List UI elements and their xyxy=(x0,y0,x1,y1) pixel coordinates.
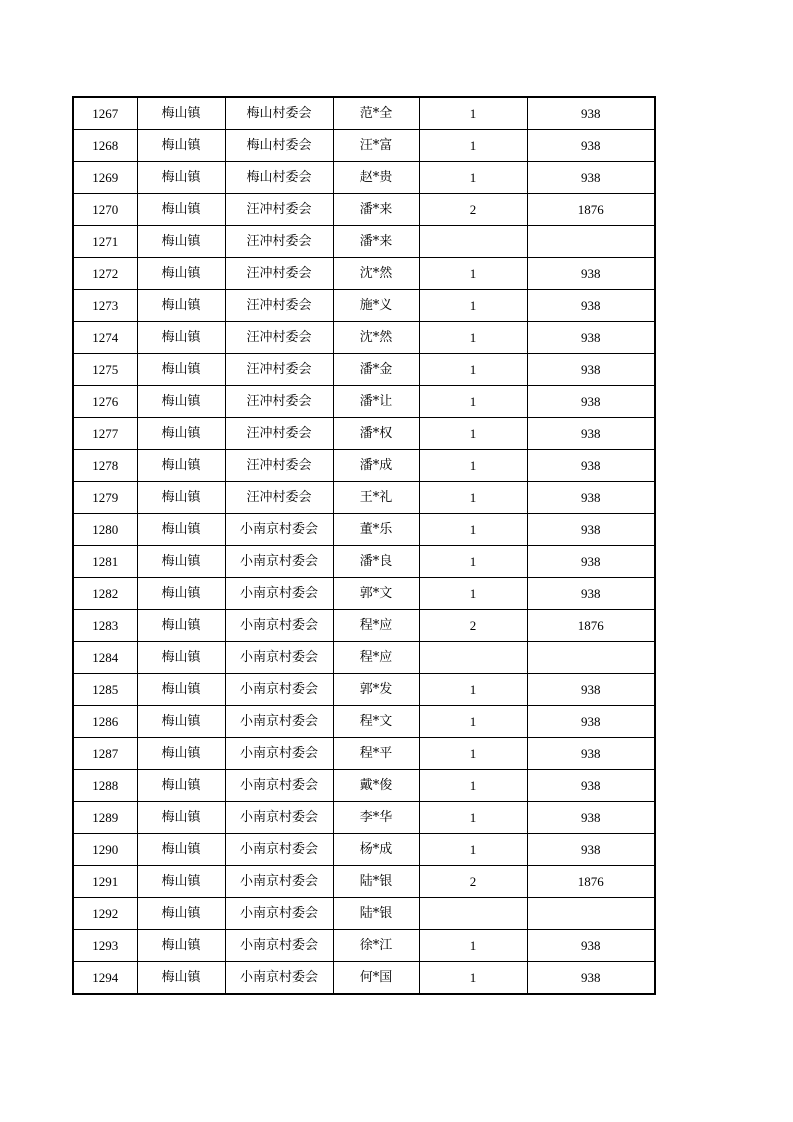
town-cell: 梅山镇 xyxy=(137,802,225,834)
table-row xyxy=(73,130,655,162)
town-cell: 梅山镇 xyxy=(137,962,225,995)
town-cell: 梅山镇 xyxy=(137,770,225,802)
table-row xyxy=(73,834,655,866)
village-committee-cell: 汪冲村委会 xyxy=(225,194,333,226)
village-committee-cell: 汪冲村委会 xyxy=(225,290,333,322)
name-cell: 董*乐 xyxy=(333,514,419,546)
amount-cell: 938 xyxy=(527,97,655,130)
row-number-cell: 1270 xyxy=(73,194,137,226)
row-number-cell: 1277 xyxy=(73,418,137,450)
amount-cell: 938 xyxy=(527,802,655,834)
town-cell: 梅山镇 xyxy=(137,258,225,290)
name-cell: 赵*贵 xyxy=(333,162,419,194)
amount-cell: 1876 xyxy=(527,610,655,642)
row-number-cell: 1287 xyxy=(73,738,137,770)
count-cell: 2 xyxy=(419,610,527,642)
village-committee-cell: 小南京村委会 xyxy=(225,770,333,802)
table-row xyxy=(73,386,655,418)
name-cell: 杨*成 xyxy=(333,834,419,866)
amount-cell: 1876 xyxy=(527,866,655,898)
amount-cell xyxy=(527,898,655,930)
table-row xyxy=(73,418,655,450)
name-cell: 潘*权 xyxy=(333,418,419,450)
row-number-cell: 1291 xyxy=(73,866,137,898)
town-cell: 梅山镇 xyxy=(137,226,225,258)
table-row xyxy=(73,162,655,194)
name-cell: 戴*俊 xyxy=(333,770,419,802)
table-row xyxy=(73,226,655,258)
village-committee-cell: 汪冲村委会 xyxy=(225,322,333,354)
amount-cell xyxy=(527,642,655,674)
table-row xyxy=(73,258,655,290)
village-committee-cell: 小南京村委会 xyxy=(225,962,333,995)
town-cell: 梅山镇 xyxy=(137,386,225,418)
amount-cell: 938 xyxy=(527,322,655,354)
village-committee-cell: 汪冲村委会 xyxy=(225,386,333,418)
town-cell: 梅山镇 xyxy=(137,834,225,866)
row-number-cell: 1268 xyxy=(73,130,137,162)
town-cell: 梅山镇 xyxy=(137,898,225,930)
count-cell: 1 xyxy=(419,130,527,162)
amount-cell: 938 xyxy=(527,578,655,610)
town-cell: 梅山镇 xyxy=(137,610,225,642)
village-committee-cell: 小南京村委会 xyxy=(225,546,333,578)
amount-cell: 938 xyxy=(527,386,655,418)
name-cell: 潘*让 xyxy=(333,386,419,418)
town-cell: 梅山镇 xyxy=(137,642,225,674)
amount-cell xyxy=(527,226,655,258)
row-number-cell: 1288 xyxy=(73,770,137,802)
village-committee-cell: 小南京村委会 xyxy=(225,930,333,962)
name-cell: 潘*来 xyxy=(333,226,419,258)
amount-cell: 938 xyxy=(527,354,655,386)
name-cell: 郭*文 xyxy=(333,578,419,610)
count-cell: 1 xyxy=(419,162,527,194)
amount-cell: 938 xyxy=(527,834,655,866)
row-number-cell: 1294 xyxy=(73,962,137,995)
town-cell: 梅山镇 xyxy=(137,194,225,226)
table-row xyxy=(73,482,655,514)
name-cell: 范*全 xyxy=(333,97,419,130)
table-row xyxy=(73,674,655,706)
amount-cell: 938 xyxy=(527,482,655,514)
town-cell: 梅山镇 xyxy=(137,322,225,354)
amount-cell: 938 xyxy=(527,706,655,738)
row-number-cell: 1289 xyxy=(73,802,137,834)
row-number-cell: 1271 xyxy=(73,226,137,258)
amount-cell: 938 xyxy=(527,770,655,802)
name-cell: 程*文 xyxy=(333,706,419,738)
amount-cell: 938 xyxy=(527,546,655,578)
table-row xyxy=(73,610,655,642)
name-cell: 陆*银 xyxy=(333,898,419,930)
row-number-cell: 1293 xyxy=(73,930,137,962)
count-cell xyxy=(419,642,527,674)
village-committee-cell: 小南京村委会 xyxy=(225,898,333,930)
row-number-cell: 1286 xyxy=(73,706,137,738)
name-cell: 程*应 xyxy=(333,642,419,674)
name-cell: 潘*来 xyxy=(333,194,419,226)
table-row xyxy=(73,322,655,354)
row-number-cell: 1283 xyxy=(73,610,137,642)
village-committee-cell: 小南京村委会 xyxy=(225,514,333,546)
count-cell: 1 xyxy=(419,482,527,514)
name-cell: 汪*富 xyxy=(333,130,419,162)
table-row xyxy=(73,450,655,482)
town-cell: 梅山镇 xyxy=(137,450,225,482)
count-cell xyxy=(419,898,527,930)
name-cell: 陆*银 xyxy=(333,866,419,898)
table-row xyxy=(73,930,655,962)
village-committee-cell: 小南京村委会 xyxy=(225,834,333,866)
name-cell: 潘*成 xyxy=(333,450,419,482)
row-number-cell: 1282 xyxy=(73,578,137,610)
row-number-cell: 1280 xyxy=(73,514,137,546)
amount-cell: 938 xyxy=(527,962,655,995)
row-number-cell: 1269 xyxy=(73,162,137,194)
name-cell: 程*应 xyxy=(333,610,419,642)
row-number-cell: 1276 xyxy=(73,386,137,418)
count-cell: 1 xyxy=(419,962,527,995)
village-committee-cell: 汪冲村委会 xyxy=(225,450,333,482)
table-row xyxy=(73,738,655,770)
table-row xyxy=(73,770,655,802)
name-cell: 潘*良 xyxy=(333,546,419,578)
count-cell: 1 xyxy=(419,258,527,290)
name-cell: 沈*然 xyxy=(333,258,419,290)
row-number-cell: 1279 xyxy=(73,482,137,514)
row-number-cell: 1284 xyxy=(73,642,137,674)
town-cell: 梅山镇 xyxy=(137,290,225,322)
count-cell: 1 xyxy=(419,834,527,866)
count-cell: 1 xyxy=(419,802,527,834)
row-number-cell: 1274 xyxy=(73,322,137,354)
village-committee-cell: 梅山村委会 xyxy=(225,97,333,130)
village-committee-cell: 梅山村委会 xyxy=(225,162,333,194)
row-number-cell: 1278 xyxy=(73,450,137,482)
town-cell: 梅山镇 xyxy=(137,738,225,770)
amount-cell: 938 xyxy=(527,930,655,962)
table-row xyxy=(73,514,655,546)
count-cell: 1 xyxy=(419,290,527,322)
count-cell: 1 xyxy=(419,930,527,962)
row-number-cell: 1267 xyxy=(73,97,137,130)
town-cell: 梅山镇 xyxy=(137,354,225,386)
name-cell: 王*礼 xyxy=(333,482,419,514)
table-row xyxy=(73,802,655,834)
count-cell: 2 xyxy=(419,194,527,226)
table-row xyxy=(73,194,655,226)
village-committee-cell: 汪冲村委会 xyxy=(225,226,333,258)
name-cell: 施*义 xyxy=(333,290,419,322)
table-row xyxy=(73,706,655,738)
count-cell: 1 xyxy=(419,97,527,130)
table-row xyxy=(73,354,655,386)
amount-cell: 938 xyxy=(527,450,655,482)
count-cell: 1 xyxy=(419,706,527,738)
town-cell: 梅山镇 xyxy=(137,162,225,194)
row-number-cell: 1273 xyxy=(73,290,137,322)
village-committee-cell: 汪冲村委会 xyxy=(225,482,333,514)
village-committee-cell: 小南京村委会 xyxy=(225,738,333,770)
count-cell: 1 xyxy=(419,738,527,770)
village-committee-cell: 小南京村委会 xyxy=(225,578,333,610)
amount-cell: 938 xyxy=(527,258,655,290)
count-cell xyxy=(419,226,527,258)
table-row xyxy=(73,97,655,130)
town-cell: 梅山镇 xyxy=(137,130,225,162)
town-cell: 梅山镇 xyxy=(137,514,225,546)
count-cell: 1 xyxy=(419,674,527,706)
amount-cell: 938 xyxy=(527,290,655,322)
amount-cell: 938 xyxy=(527,674,655,706)
name-cell: 程*平 xyxy=(333,738,419,770)
count-cell: 1 xyxy=(419,450,527,482)
village-committee-cell: 汪冲村委会 xyxy=(225,354,333,386)
count-cell: 1 xyxy=(419,546,527,578)
town-cell: 梅山镇 xyxy=(137,706,225,738)
village-committee-cell: 小南京村委会 xyxy=(225,802,333,834)
count-cell: 1 xyxy=(419,386,527,418)
table-body xyxy=(73,97,655,994)
table-row xyxy=(73,546,655,578)
town-cell: 梅山镇 xyxy=(137,578,225,610)
count-cell: 2 xyxy=(419,866,527,898)
amount-cell: 938 xyxy=(527,130,655,162)
name-cell: 潘*金 xyxy=(333,354,419,386)
village-committee-cell: 小南京村委会 xyxy=(225,610,333,642)
records-table xyxy=(72,96,656,995)
village-committee-cell: 小南京村委会 xyxy=(225,866,333,898)
name-cell: 沈*然 xyxy=(333,322,419,354)
amount-cell: 938 xyxy=(527,162,655,194)
village-committee-cell: 梅山村委会 xyxy=(225,130,333,162)
town-cell: 梅山镇 xyxy=(137,418,225,450)
village-committee-cell: 小南京村委会 xyxy=(225,642,333,674)
amount-cell: 938 xyxy=(527,738,655,770)
row-number-cell: 1275 xyxy=(73,354,137,386)
table-row xyxy=(73,578,655,610)
row-number-cell: 1272 xyxy=(73,258,137,290)
count-cell: 1 xyxy=(419,770,527,802)
village-committee-cell: 小南京村委会 xyxy=(225,674,333,706)
village-committee-cell: 汪冲村委会 xyxy=(225,258,333,290)
amount-cell: 938 xyxy=(527,514,655,546)
town-cell: 梅山镇 xyxy=(137,482,225,514)
town-cell: 梅山镇 xyxy=(137,97,225,130)
count-cell: 1 xyxy=(419,578,527,610)
town-cell: 梅山镇 xyxy=(137,546,225,578)
town-cell: 梅山镇 xyxy=(137,674,225,706)
village-committee-cell: 小南京村委会 xyxy=(225,706,333,738)
table-row xyxy=(73,898,655,930)
row-number-cell: 1290 xyxy=(73,834,137,866)
count-cell: 1 xyxy=(419,418,527,450)
name-cell: 李*华 xyxy=(333,802,419,834)
amount-cell: 938 xyxy=(527,418,655,450)
table-row xyxy=(73,866,655,898)
name-cell: 徐*江 xyxy=(333,930,419,962)
town-cell: 梅山镇 xyxy=(137,930,225,962)
amount-cell: 1876 xyxy=(527,194,655,226)
village-committee-cell: 汪冲村委会 xyxy=(225,418,333,450)
town-cell: 梅山镇 xyxy=(137,866,225,898)
name-cell: 郭*发 xyxy=(333,674,419,706)
count-cell: 1 xyxy=(419,322,527,354)
table-row xyxy=(73,642,655,674)
table-row xyxy=(73,962,655,995)
count-cell: 1 xyxy=(419,514,527,546)
row-number-cell: 1285 xyxy=(73,674,137,706)
count-cell: 1 xyxy=(419,354,527,386)
row-number-cell: 1292 xyxy=(73,898,137,930)
table-row xyxy=(73,290,655,322)
name-cell: 何*国 xyxy=(333,962,419,995)
row-number-cell: 1281 xyxy=(73,546,137,578)
